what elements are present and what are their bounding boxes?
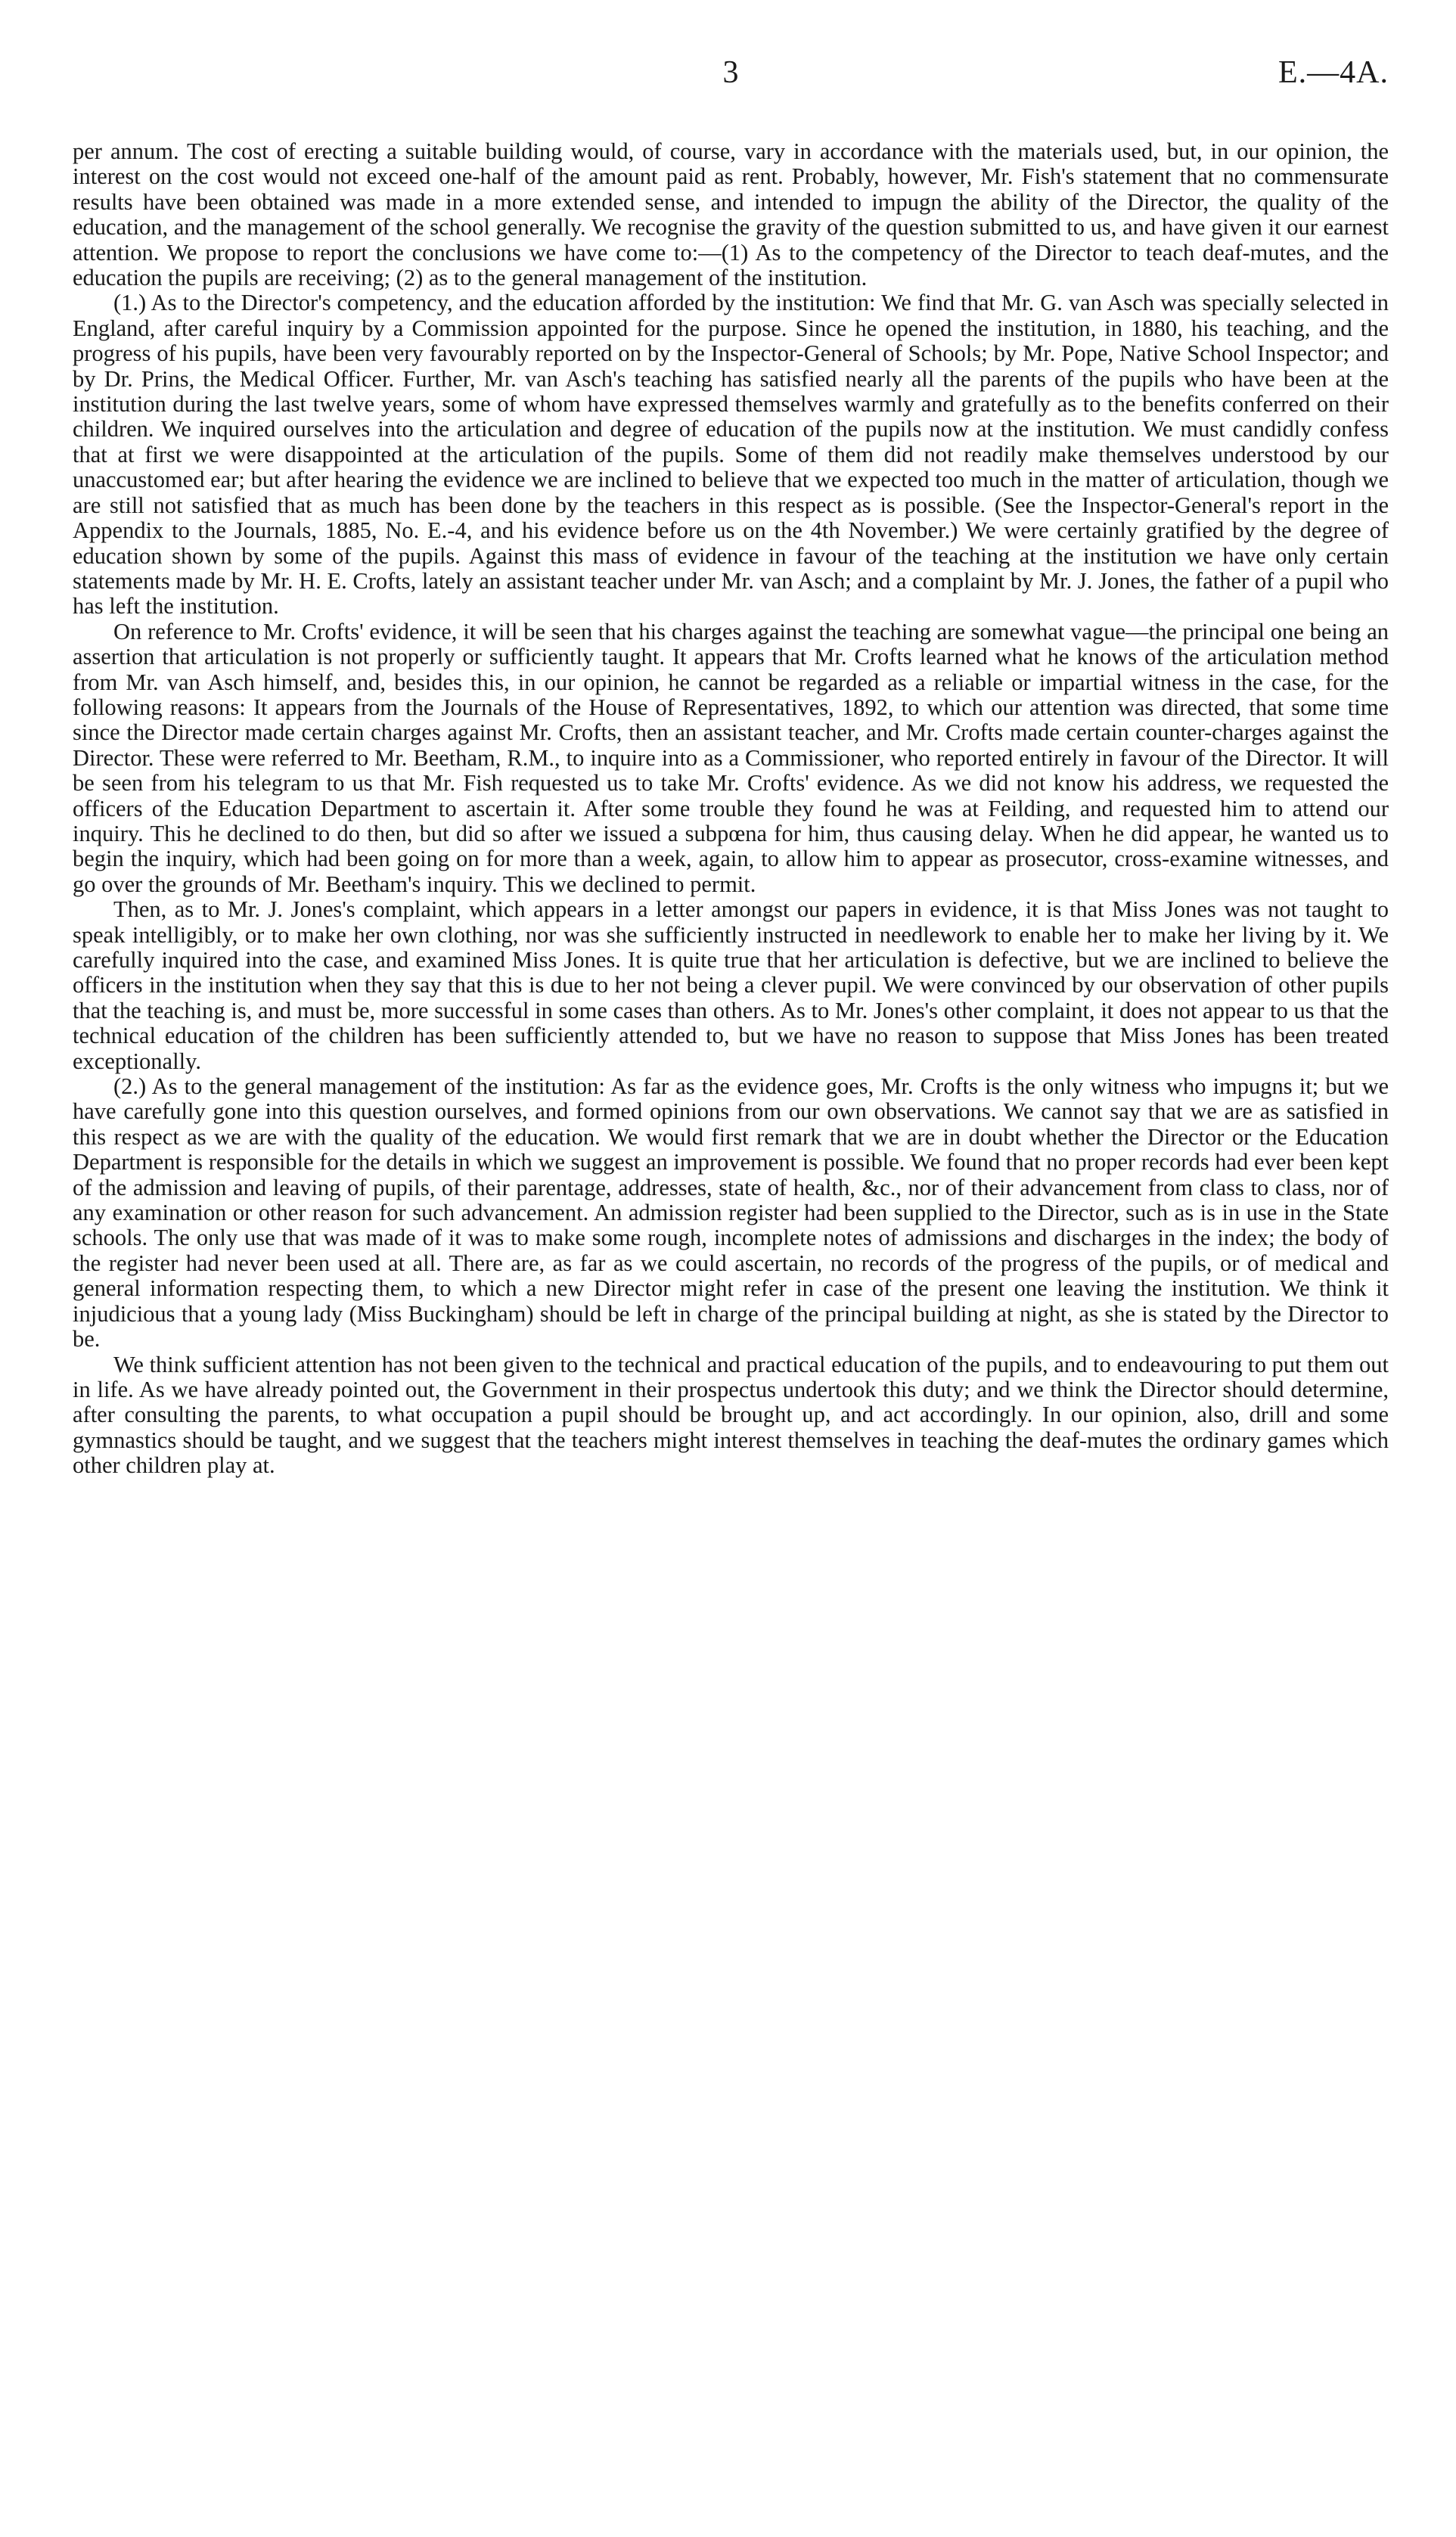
page-header [73,54,1389,107]
paragraph-director-competency: (1.) As to the Director's competency, and the education afforded by the institution: We find that Mr. G. van Asch was specially selected in England, after careful inquiry by a Commission appointed for the purpose. Since he opened the institution, in 1880, his teaching, and the progress of his pupils, have been very favourably reported on by the Inspector-General of Schools; by Mr. Pope, Native School Inspector; and by Dr. Prins, the Medical Officer. Further, Mr. van Asch's teaching has satisfied nearly all the parents of the pupils who have been at the institution during the last twelve years, some of whom have expressed themselves warmly and gratefully as to the benefits conferred on their children. We inquired ourselves into the articulation and degree of education of the pupils now at the institution. We must candidly confess that at first we were disappointed at the articulation of the pupils. Some of them did not readily make themselves understood by our unaccustomed ear; but after hearing the evidence we are inclined to believe that we expected too much in the matter of articulation, though we are still not satisfied that as much has been done by the teachers in this respect as is possible. (See the Inspector-General's report in the Appendix to the Journals, 1885, No. E.-4, and his evidence before us on the 4th November.) We were certainly gratified by the degree of education shown by some of the pupils. Against this mass of evidence in favour of the teaching at the institution we have only certain statements made by Mr. H. E. Crofts, lately an assistant teacher under Mr. van Asch; and a complaint by Mr. J. Jones, the father of a pupil who has left the institution. [73,290,1389,620]
page-number: 3 [722,55,739,90]
paragraph-general-management: (2.) As to the general management of the institution: As far as the evidence goes, Mr. Crofts is the only witness who impugns it; but we have carefully gone into this question ourselves, and formed opinions from our own observations. We cannot say that we are as satisfied in this respect as we are with the quality of the education. We would first remark that we are in doubt whether the Director or the Education Department is responsible for the details in which we suggest an improvement is possible. We found that no proper records had ever been kept of the admission and leaving of pupils, of their parentage, addresses, state of health, &c., nor of their advancement from class to class, nor of any examination or other reason for such advancement. An admission register had been supplied to the Director, such as is in use in the State schools. The only use that was made of it was to make some rough, incomplete notes of admissions and discharges in the index; the body of the register had never been used at all. There are, as far as we could ascertain, no records of the progress of the pupils, or of medical and general information respecting them, to which a new Director might refer in case of the present one leaving the institution. We think it injudicious that a young lady (Miss Buckingham) should be left in charge of the principal building at night, as she is stated by the Director to be. [73,1073,1389,1352]
paragraph-technical-education: We think sufficient attention has not been given to the technical and practical education of the pupils, and to endeavouring to put them out in life. As we have already pointed out, the Government in their prospectus undertook this duty; and we think the Director should determine, after consulting the parents, to what occupation a pupil should be brought up, and act accordingly. In our opinion, also, drill and some gymnastics should be taught, and we suggest that the teachers might interest themselves in teaching the deaf-mutes the ordinary games which other children play at. [73,1351,1389,1479]
paragraph-continuation: per annum. The cost of erecting a suitable building would, of course, vary in accordance with the materials used, but, in our opinion, the interest on the cost would not exceed one-half of the amount paid as rent. Probably, however, Mr. Fish's statement that no commensurate results have been obtained was made in a more extended sense, and intended to impugn the ability of the Director, the quality of the education, and the management of the school generally. We recognise the gravity of the question submitted to us, and have given it our earnest attention. We propose to report the conclusions we have come to:—(1) As to the competency of the Director to teach deaf-mutes, and the education the pupils are receiving; (2) as to the general management of the institution. [73,138,1389,291]
paragraph-crofts-evidence: On reference to Mr. Crofts' evidence, it will be seen that his charges against the teaching are somewhat vague—the principal one being an assertion that articulation is not properly or sufficiently taught. It appears that Mr. Crofts learned what he knows of the articulation method from Mr. van Asch himself, and, besides this, in our opinion, he cannot be regarded as a reliable or impartial witness in the case, for the following reasons: It appears from the Journals of the House of Representatives, 1892, to which our attention was directed, that some time since the Director made certain charges against Mr. Crofts, then an assistant teacher, and Mr. Crofts made certain counter-charges against the Director. These were referred to Mr. Beetham, R.M., to inquire into as a Commissioner, who reported entirely in favour of the Director. It will be seen from his telegram to us that Mr. Fish requested us to take Mr. Crofts' evidence. As we did not know his address, we requested the officers of the Education Department to ascertain it. After some trouble they found he was at Feilding, and requested him to attend our inquiry. This he declined to do then, but did so after we issued a subpœna for him, thus causing delay. When he did appear, he wanted us to begin the inquiry, which had been going on for more than a week, again, to allow him to appear as prosecutor, cross-examine witnesses, and go over the grounds of Mr. Beetham's inquiry. This we declined to permit. [73,618,1389,897]
document-reference: E.—4A. [1278,55,1389,90]
body-text [73,139,1389,1479]
paragraph-jones-complaint: Then, as to Mr. J. Jones's complaint, which appears in a letter amongst our papers in evidence, it is that Miss Jones was not taught to speak intelligibly, or to make her own clothing, nor was she sufficiently instructed in needlework to enable her to make her living by it. We carefully inquired into the case, and examined Miss Jones. It is quite true that her articulation is defective, but we are inclined to believe the officers in the institution when they say that this is due to her not being a clever pupil. We were convinced by our observation of other pupils that the teaching is, and must be, more successful in some cases than others. As to Mr. Jones's other complaint, it does not appear to us that the technical education of the children has been sufficiently attended to, but we have no reason to suppose that Miss Jones has been treated exceptionally. [73,896,1389,1074]
